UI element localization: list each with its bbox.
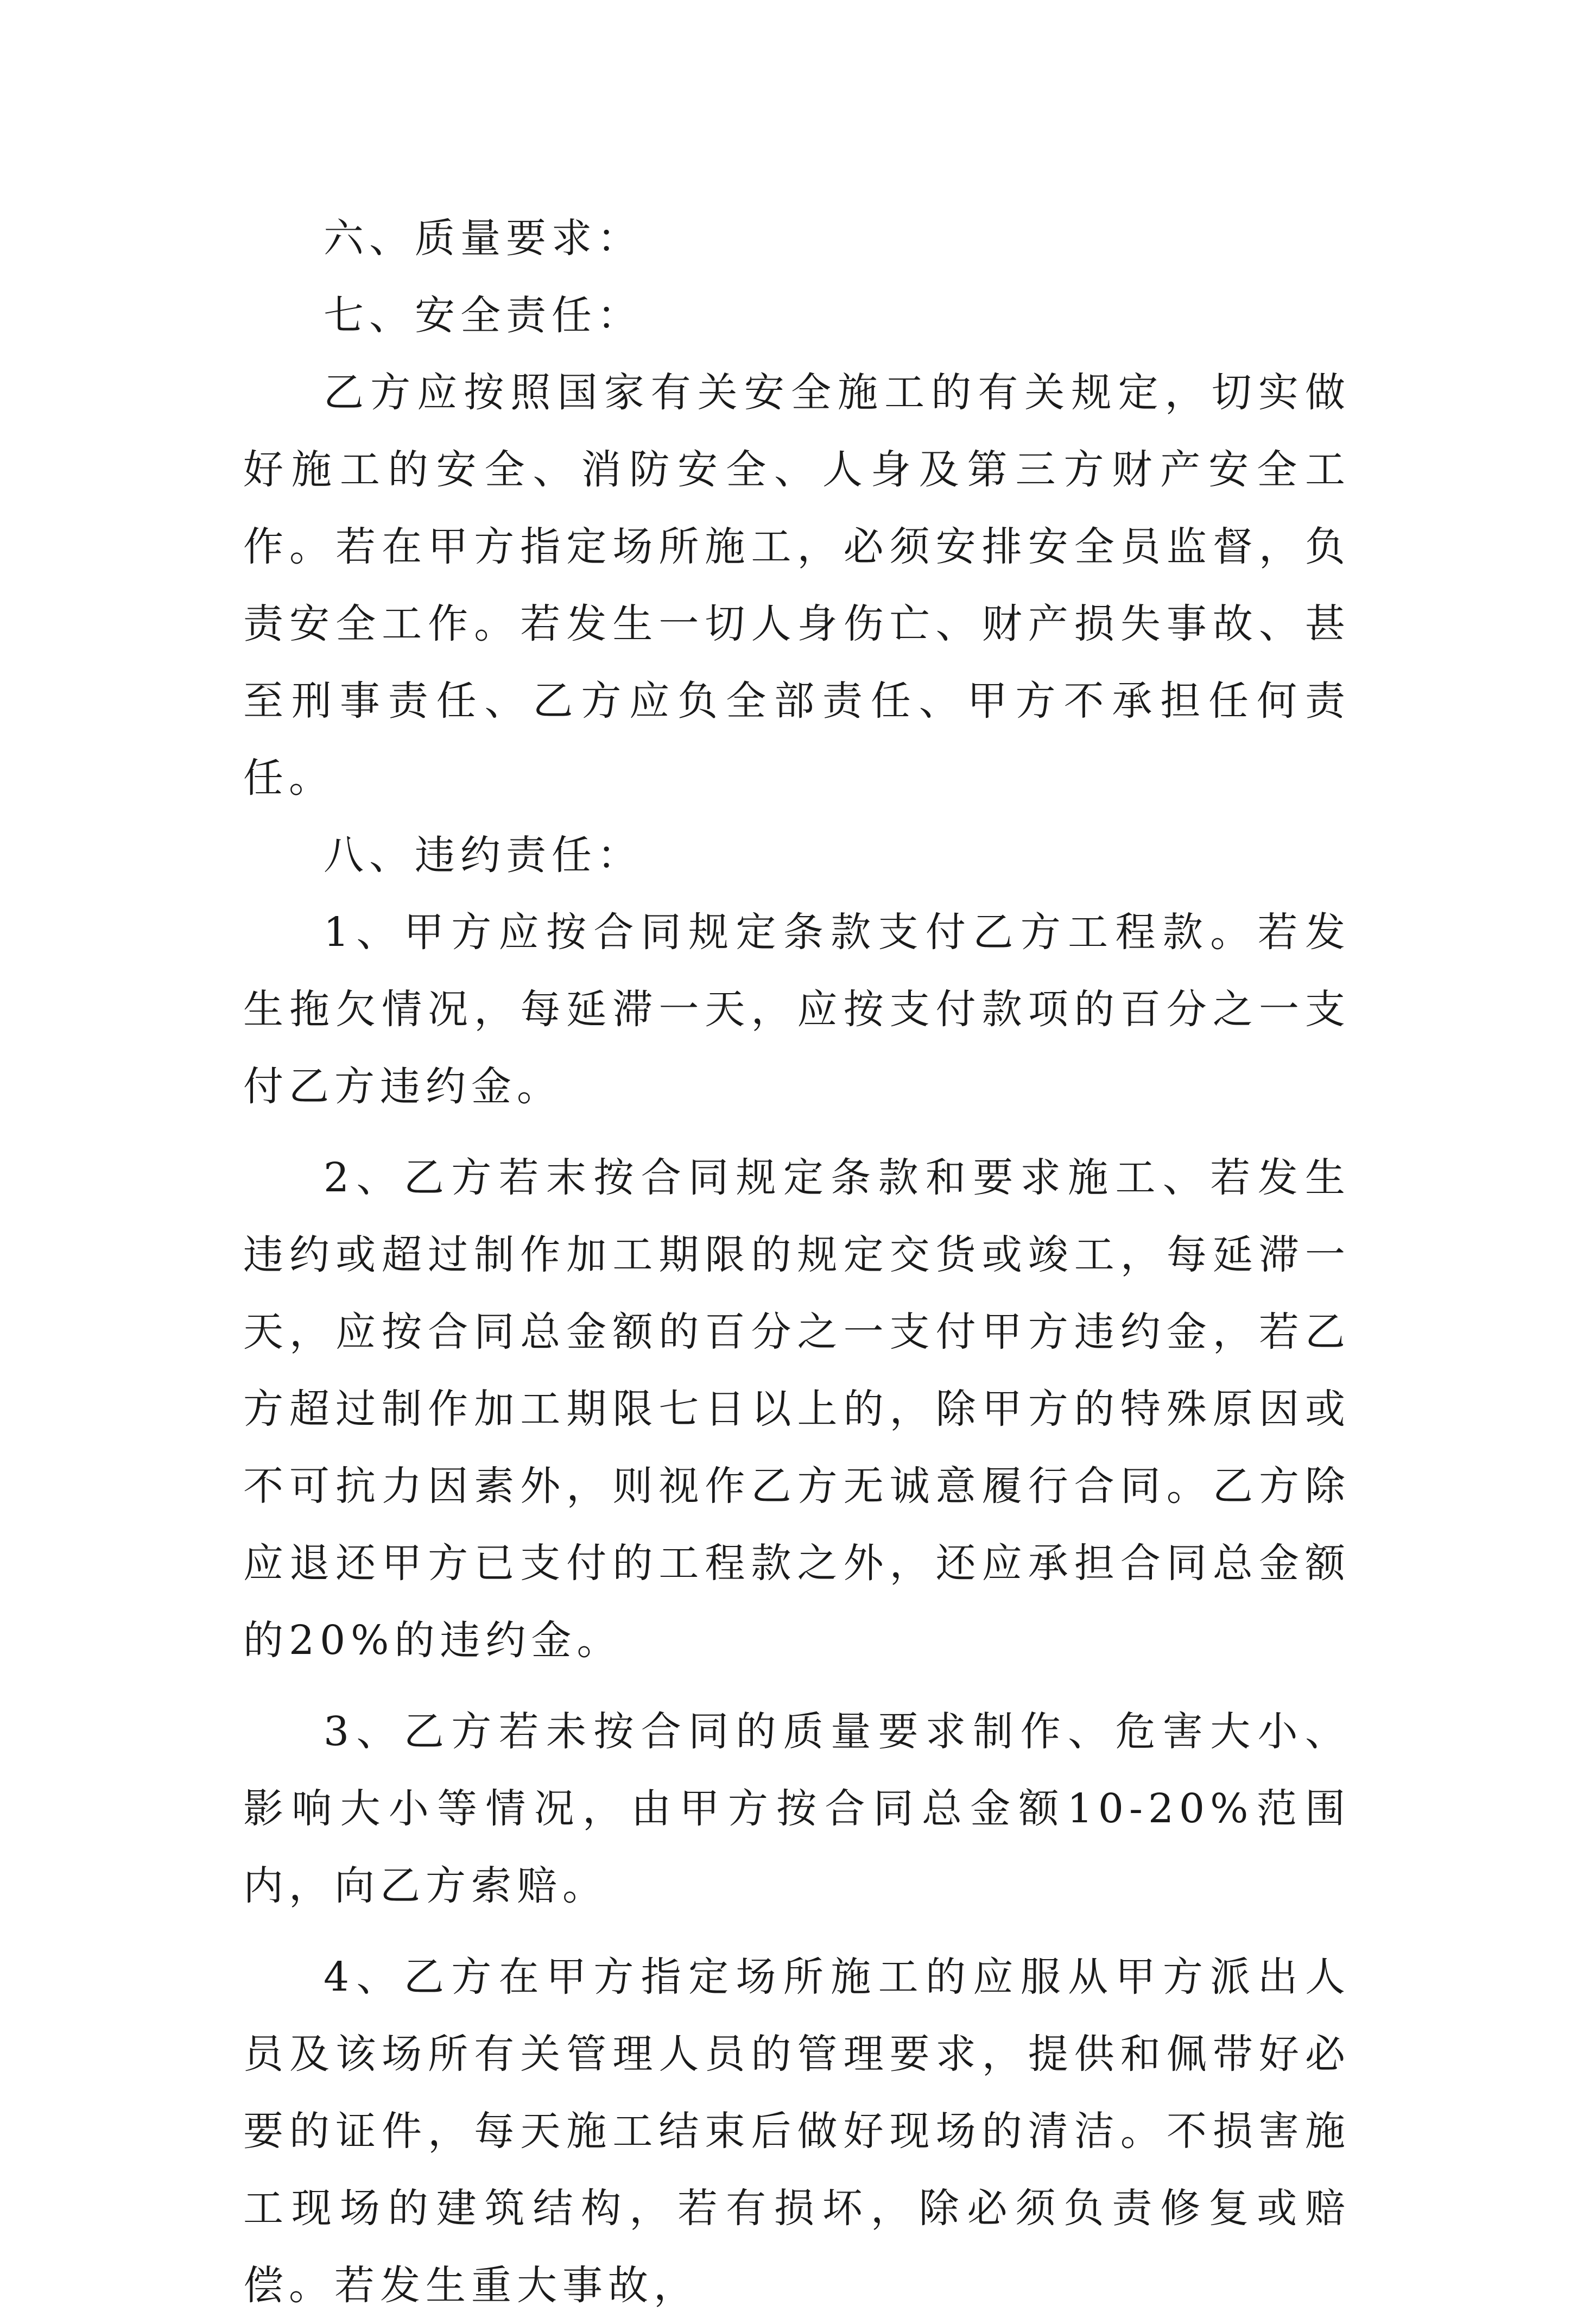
paragraph-breach-1: 1、甲方应按合同规定条款支付乙方工程款。若发生拖欠情况，每延滞一天，应按支付款项的百分之一支付乙方违约金。	[243, 909, 1351, 1110]
paragraph-breach-2: 2、乙方若末按合同规定条款和要求施工、若发生违约或超过制作加工期限的规定交货或竣工，每延滞一天，应按合同总金额的百分之一支付甲方违约金，若乙方超过制作加工期限七日以上的，除甲方的特殊原因或不可抗力因素外，则视作乙方无诚意履行合同。乙方除应退还甲方已支付的工程款之外，还应承担合同总金额的20%的违约金。	[243, 1154, 1351, 1664]
section-heading-breach: 八、违约责任：	[324, 832, 643, 879]
section-heading-safety: 七、安全责任：	[324, 292, 643, 339]
paragraph-breach-3: 3、乙方若未按合同的质量要求制作、危害大小、影响大小等情况，由甲方按合同总金额10-20%范围内，向乙方索赔。	[243, 1708, 1351, 1909]
document-body	[243, 200, 1351, 2324]
paragraph-safety: 乙方应按照国家有关安全施工的有关规定，切实做好施工的安全、消防安全、人身及第三方财产安全工作。若在甲方指定场所施工，必须安排安全员监督，负责安全工作。若发生一切人身伤亡、财产损失事故、甚至刑事责任、乙方应负全部责任、甲方不承担任何责任。	[243, 369, 1351, 801]
section-heading-quality: 六、质量要求：	[324, 215, 643, 262]
paragraph-breach-4: 4、乙方在甲方指定场所施工的应服从甲方派出人员及该场所有关管理人员的管理要求，提供和佩带好必要的证件，每天施工结束后做好现场的清洁。不损害施工现场的建筑结构，若有损坏，除必须负责修复或赔偿。若发生重大事故，	[243, 1954, 1351, 2309]
